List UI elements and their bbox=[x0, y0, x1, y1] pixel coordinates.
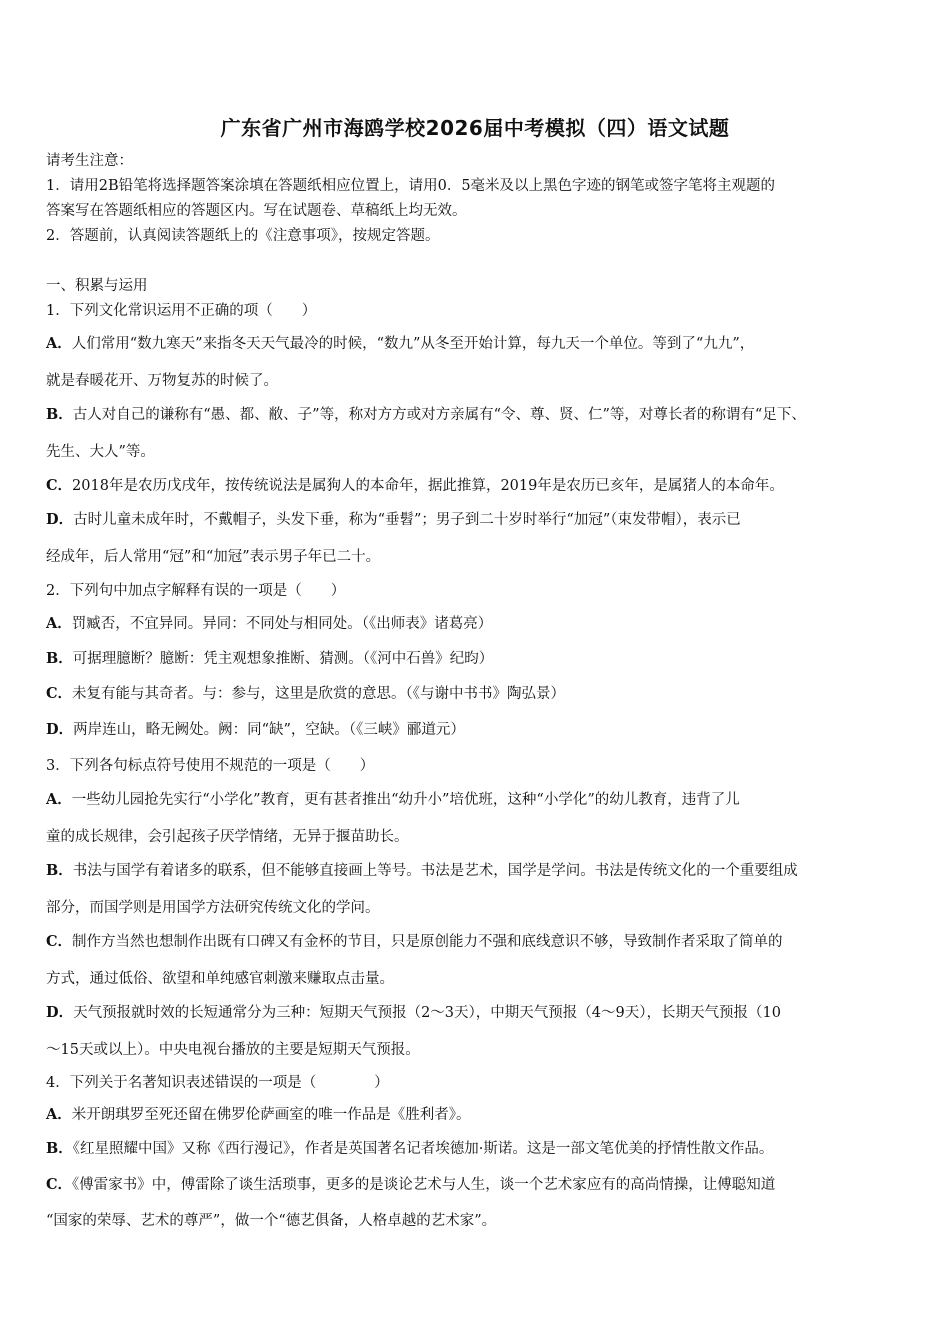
option-letter: A． bbox=[46, 1106, 72, 1123]
q3-option-b bbox=[46, 862, 798, 880]
q2-option-c bbox=[46, 685, 565, 703]
q1-option-c bbox=[46, 477, 784, 495]
section-heading: 一、积累与运用 bbox=[46, 278, 148, 294]
q3-option-d bbox=[46, 1004, 781, 1022]
q3-stem: 3．下列各句标点符号使用不规范的一项是（ ） bbox=[46, 758, 375, 774]
option-text: 《傅雷家书》中，傅雷除了谈生活琐事，更多的是谈论艺术与人生，谈一个艺术家应有的高尚情操，让傅聪知道 bbox=[72, 1177, 776, 1193]
q1-option-b-cont: 先生、大人”等。 bbox=[46, 444, 155, 460]
option-text: 米开朗琪罗至死还留在佛罗伦萨画室的唯一作品是《胜利者》。 bbox=[71, 1107, 471, 1123]
option-letter: C． bbox=[46, 933, 73, 950]
q3-option-a-cont: 童的成长规律，会引起孩子厌学情绪，无异于揠苗助长。 bbox=[46, 829, 409, 845]
option-letter: C． bbox=[46, 685, 73, 702]
option-letter: D． bbox=[46, 721, 74, 738]
option-letter: A． bbox=[46, 335, 72, 352]
option-text: 书法与国学有着诸多的联系，但不能够直接画上等号。书法是艺术，国学是学问。书法是传统文化的一个重要组成 bbox=[72, 863, 798, 879]
q2-option-a bbox=[46, 615, 492, 633]
option-letter: C． bbox=[46, 477, 73, 494]
option-letter: C． bbox=[46, 1176, 73, 1193]
exam-title: 广东省广州市海鸥学校2026届中考模拟（四）语文试题 bbox=[220, 116, 730, 140]
option-text: 未复有能与其奇者。与：参与，这里是欣赏的意思。（《与谢中书书》陶弘景） bbox=[72, 686, 566, 702]
option-text: 制作方当然也想制作出既有口碑又有金杯的节目，只是原创能力不强和底线意识不够，导致制作者采取了简单的 bbox=[72, 934, 783, 950]
option-text: 2018年是农历戊戌年，按传统说法是属狗人的本命年，据此推算，2019年是农历已亥年，是属猪人的本命年。 bbox=[72, 478, 784, 494]
option-letter: B． bbox=[46, 1140, 73, 1157]
q3-option-c bbox=[46, 933, 783, 951]
q2-stem: 2．下列句中加点字解释有误的一项是（ ） bbox=[46, 583, 346, 599]
notice-line-1: 1．请用2B铅笔将选择题答案涂填在答题纸相应位置上，请用0．5毫米及以上黑色字迹的钢笔或签字笔将主观题的 bbox=[46, 178, 776, 194]
q4-option-c-cont: “国家的荣辱、艺术的尊严”，做一个“德艺俱备，人格卓越的艺术家”。 bbox=[46, 1213, 497, 1229]
notice-line-2: 答案写在答题纸相应的答题区内。写在试题卷、草稿纸上均无效。 bbox=[46, 203, 467, 219]
q4-option-b bbox=[46, 1140, 773, 1158]
option-letter: B． bbox=[46, 650, 73, 667]
option-letter: B． bbox=[46, 406, 73, 423]
option-text: 《红星照耀中国》又称《西行漫记》，作者是英国著名记者埃德加·斯诺。这是一部文笔优美的抒情性散文作品。 bbox=[72, 1141, 774, 1157]
option-text: 可据理臆断？臆断：凭主观想象推断、猜测。（《河中石兽》纪昀） bbox=[72, 651, 494, 667]
q4-option-c bbox=[46, 1176, 775, 1194]
q2-option-d bbox=[46, 721, 465, 739]
option-letter: A． bbox=[46, 615, 72, 632]
q4-option-a bbox=[46, 1106, 471, 1124]
option-letter: D． bbox=[46, 1004, 74, 1021]
q3-option-b-cont: 部分，而国学则是用国学方法研究传统文化的学问。 bbox=[46, 900, 380, 916]
q1-option-a bbox=[46, 335, 754, 353]
q1-option-b bbox=[46, 406, 806, 424]
notice-heading: 请考生注意： bbox=[46, 153, 133, 169]
q3-option-c-cont: 方式，通过低俗、欲望和单纯感官刺激来赚取点击量。 bbox=[46, 971, 394, 987]
q1-option-a-cont: 就是春暖花开、万物复苏的时候了。 bbox=[46, 373, 278, 389]
q1-option-d-cont: 经成年，后人常用“冠”和“加冠”表示男子年已二十。 bbox=[46, 549, 381, 565]
q1-stem: 1．下列文化常识运用不正确的项（ ） bbox=[46, 303, 317, 319]
option-letter: B． bbox=[46, 862, 73, 879]
notice-line-3: 2．答题前，认真阅读答题纸上的《注意事项》，按规定答题。 bbox=[46, 228, 440, 244]
option-text: 两岸连山，略无阙处。阙：同“缺”，空缺。（《三峡》郦道元） bbox=[73, 722, 465, 738]
option-text: 一些幼儿园抢先实行“小学化”教育，更有甚者推出“幼升小”培优班，这种“小学化”的幼儿教育，违背了儿 bbox=[71, 792, 740, 808]
option-text: 罚臧否，不宜异同。异同：不同处与相同处。（《出师表》诸葛亮） bbox=[71, 616, 493, 632]
q1-option-d bbox=[46, 511, 741, 529]
q4-stem: 4．下列关于名著知识表述错误的一项是（ ） bbox=[46, 1075, 389, 1091]
q3-option-d-cont: ～15天或以上）。中央电视台播放的主要是短期天气预报。 bbox=[46, 1042, 420, 1058]
option-letter: D． bbox=[46, 511, 74, 528]
option-text: 古时儿童未成年时，不戴帽子，头发下垂，称为“垂髫”；男子到二十岁时举行“加冠”（束发带帽），表示已 bbox=[73, 512, 741, 528]
option-text: 天气预报就时效的长短通常分为三种：短期天气预报（2～3天），中期天气预报（4～9天），长期天气预报（10 bbox=[73, 1005, 781, 1021]
q2-option-b bbox=[46, 650, 493, 668]
q3-option-a bbox=[46, 791, 740, 809]
option-text: 古人对自己的谦称有“愚、都、敝、子”等，称对方方或对方亲属有“令、尊、贤、仁”等，对尊长者的称谓有“足下、 bbox=[72, 407, 806, 423]
option-letter: A． bbox=[46, 791, 72, 808]
option-text: 人们常用“数九寒天”来指冬天天气最冷的时候，“数九”从冬至开始计算，每九天一个单位。等到了“九九”， bbox=[71, 336, 755, 352]
